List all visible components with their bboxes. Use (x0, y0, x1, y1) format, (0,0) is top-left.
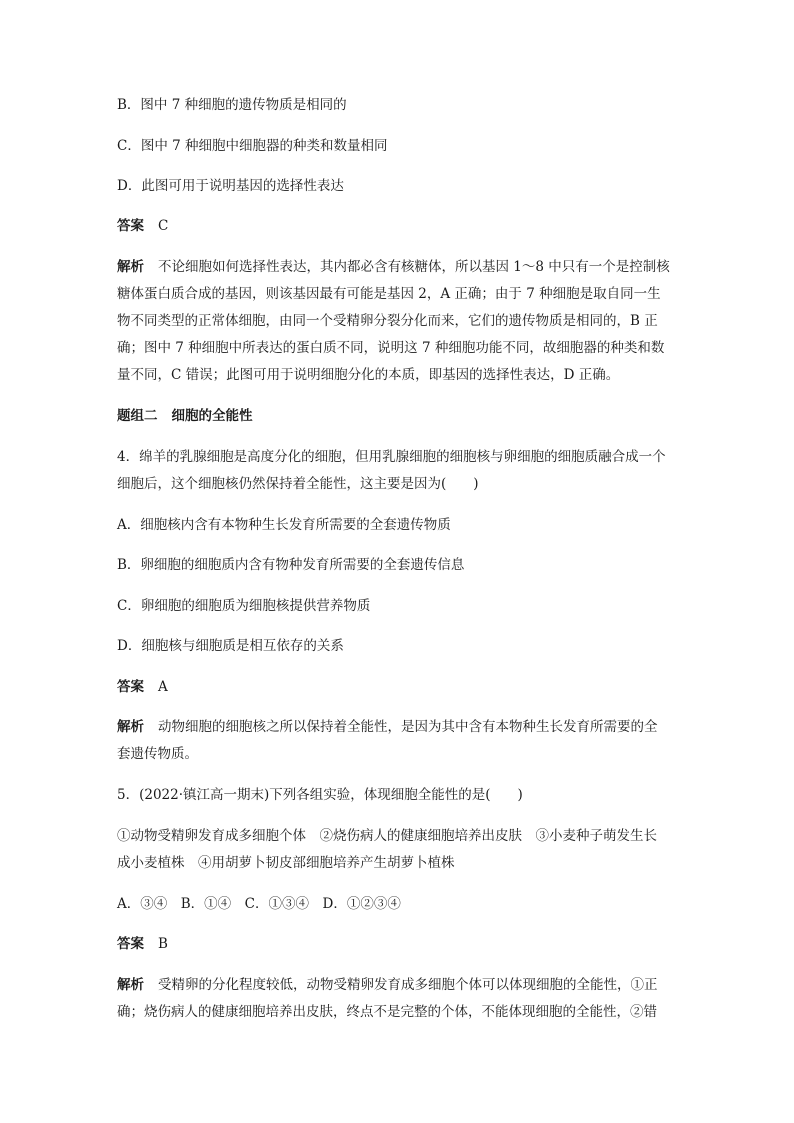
q4-stem (117, 444, 677, 498)
q3-option-b: B．图中 7 种细胞的遗传物质是相同的 (117, 97, 347, 113)
q4-option-d: D．细胞核与细胞质是相互依存的关系 (117, 638, 344, 654)
q4-analysis (117, 714, 677, 768)
q5-analysis-line (117, 972, 677, 999)
q3-analysis-line: 确；图中 7 种细胞中所表达的蛋白质不同，说明这 7 种细胞功能不同，故细胞器的种类和数 (117, 340, 665, 356)
q3-analysis-line: 物不同类型的正常体细胞，由同一个受精卵分裂分化而来，它们的遗传物质是相同的，B 正 (117, 313, 658, 329)
analysis-text: 不论细胞如何选择性表达，其内都必含有核糖体，所以基因 1～8 中只有一个是控制核 (158, 259, 670, 275)
q4-option-b: B．卵细胞的细胞质内含有物种发育所需要的全套遗传信息 (117, 557, 465, 573)
q4-analysis-line: 套遗传物质。 (117, 746, 198, 762)
q4-option-c: C．卵细胞的细胞质为细胞核提供营养物质 (117, 598, 371, 614)
q5-items-line: 成小麦植株 ④用胡萝卜韧皮部细胞培养产生胡萝卜植株 (117, 855, 455, 871)
answer-label: 答案 (117, 936, 144, 952)
q5-stem: 5．(2022·镇江高一期末)下列各组实验，体现细胞全能性的是( ) (117, 787, 523, 803)
q5-items-line: ①动物受精卵发育成多细胞个体 ②烧伤病人的健康细胞培养出皮肤 ③小麦种子萌发生长 (117, 828, 657, 844)
q5-analysis-line: 确；烧伤病人的健康细胞培养出皮肤，终点不是完整的个体，不能体现细胞的全能性，②错 (117, 1004, 657, 1020)
analysis-text: 动物细胞的细胞核之所以保持着全能性，是因为其中含有本物种生长发育所需要的全 (158, 719, 658, 735)
q4-stem-line: 细胞后，这个细胞核仍然保持着全能性，这主要是因为( ) (117, 476, 479, 492)
q5-answer (117, 931, 168, 958)
q3-analysis-line: 糖体蛋白质合成的基因，则该基因最有可能是基因 2，A 正确；由于 7 种细胞是取自同一生 (117, 286, 661, 302)
q5-options: A．③④ B．①④ C．①③④ D．①②③④ (117, 896, 401, 912)
q3-answer (117, 213, 168, 240)
q3-analysis (117, 254, 677, 389)
answer-value: B (158, 936, 168, 952)
analysis-label: 解析 (117, 259, 144, 275)
section-prefix: 题组二 (117, 408, 158, 424)
section-heading (117, 403, 253, 430)
q3-option-d: D．此图可用于说明基因的选择性表达 (117, 178, 344, 194)
analysis-text: 受精卵的分化程度较低，动物受精卵发育成多细胞个体可以体现细胞的全能性，①正 (158, 977, 658, 993)
q3-option-c: C．图中 7 种细胞中细胞器的种类和数量相同 (117, 138, 388, 154)
answer-label: 答案 (117, 218, 144, 234)
answer-value: C (158, 218, 169, 234)
analysis-label: 解析 (117, 719, 144, 735)
q4-option-a: A．细胞核内含有本物种生长发育所需要的全套遗传物质 (117, 517, 451, 533)
section-title: 细胞的全能性 (171, 408, 253, 424)
answer-label: 答案 (117, 679, 144, 695)
q4-answer (117, 674, 168, 701)
analysis-label: 解析 (117, 977, 144, 993)
q3-analysis-line (117, 254, 677, 281)
q3-analysis-line: 量不同，C 错误；此图可用于说明细胞分化的本质，即基因的选择性表达，D 正确。 (117, 367, 620, 383)
q5-analysis (117, 972, 677, 1026)
q5-items (117, 823, 677, 877)
answer-value: A (158, 679, 168, 695)
q4-stem-line: 4．绵羊的乳腺细胞是高度分化的细胞，但用乳腺细胞的细胞核与卵细胞的细胞质融合成一个 (117, 449, 666, 465)
q4-analysis-line (117, 714, 677, 741)
